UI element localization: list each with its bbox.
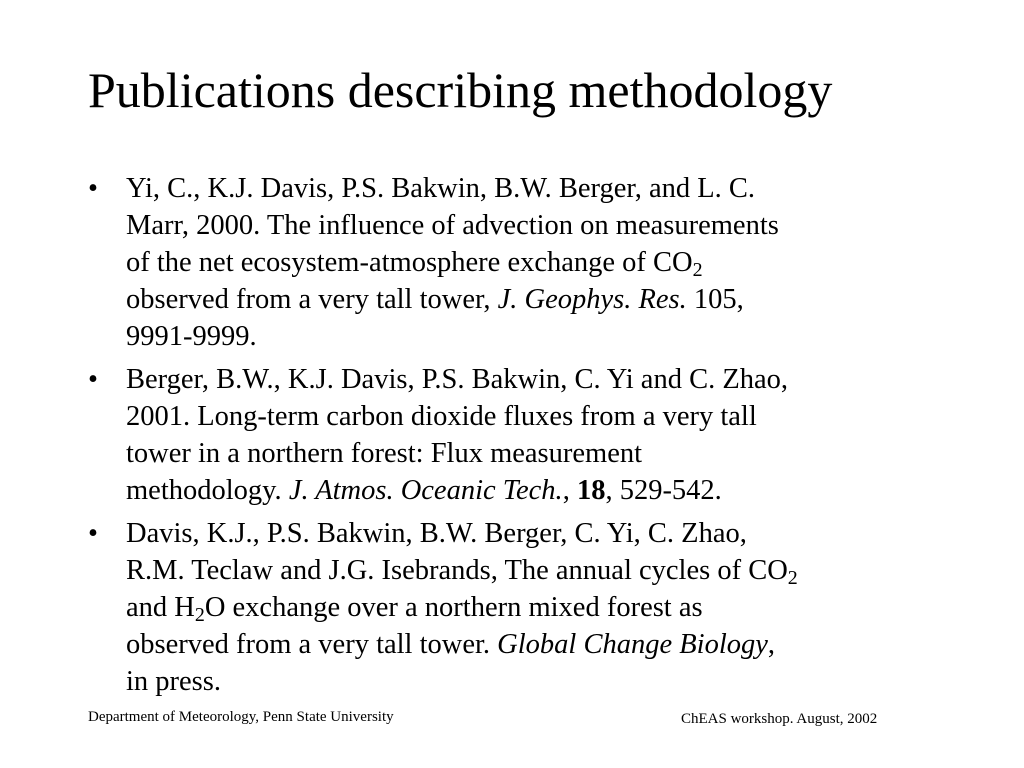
reference-text: , (562, 475, 577, 506)
reference-line: Berger, B.W., K.J. Davis, P.S. Bakwin, C. Yi and C. Zhao, (126, 364, 789, 395)
bullet-marker: • (88, 173, 98, 204)
reference-line: Yi, C., K.J. Davis, P.S. Bakwin, B.W. Berger, and L. C. (126, 173, 756, 204)
reference-line (126, 281, 948, 318)
reference-text: 105, (686, 284, 744, 315)
reference-line (126, 244, 948, 281)
bullet-marker: • (88, 364, 98, 395)
journal-name: J. Geophys. Res. (497, 284, 687, 315)
reference-text: methodology. (126, 475, 289, 506)
slide-title: Publications describing methodology (88, 62, 833, 118)
reference-line (126, 626, 948, 663)
reference-line: tower in a northern forest: Flux measurement (126, 438, 643, 469)
reference-item-yi-2000 (88, 170, 948, 355)
reference-line (126, 589, 948, 626)
reference-line: 9991-9999. (126, 321, 257, 352)
bullet-marker: • (88, 518, 98, 549)
reference-text: of the net ecosystem-atmosphere exchange of CO (126, 247, 693, 278)
reference-line: in press. (126, 666, 221, 697)
subscript: 2 (787, 566, 798, 589)
reference-item-berger-2001 (88, 361, 948, 509)
reference-text: , 529-542. (605, 475, 722, 506)
reference-line: Davis, K.J., P.S. Bakwin, B.W. Berger, C. Yi, C. Zhao, (126, 518, 747, 549)
reference-text: O exchange over a northern mixed forest as (204, 592, 703, 623)
reference-text: , (767, 629, 776, 660)
reference-line (126, 472, 948, 509)
reference-text: observed from a very tall tower. (126, 629, 498, 660)
journal-name: J. Atmos. Oceanic Tech. (288, 475, 563, 506)
volume-number: 18 (576, 475, 606, 506)
subscript: 2 (692, 258, 703, 281)
journal-name: Global Change Biology (497, 629, 768, 660)
reference-text: observed from a very tall tower, (126, 284, 498, 315)
reference-line: 2001. Long-term carbon dioxide fluxes from a very tall (126, 401, 757, 432)
reference-line: Marr, 2000. The influence of advection on measurements (126, 210, 779, 241)
reference-text: R.M. Teclaw and J.G. Isebrands, The annual cycles of CO (126, 555, 788, 586)
reference-list (88, 170, 948, 706)
reference-line (126, 552, 948, 589)
reference-text: and H (126, 592, 195, 623)
subscript: 2 (194, 603, 205, 626)
reference-item-davis-inpress (88, 515, 948, 700)
footer-department: Department of Meteorology, Penn State University (88, 709, 394, 725)
footer-event: ChEAS workshop. August, 2002 (681, 711, 878, 727)
